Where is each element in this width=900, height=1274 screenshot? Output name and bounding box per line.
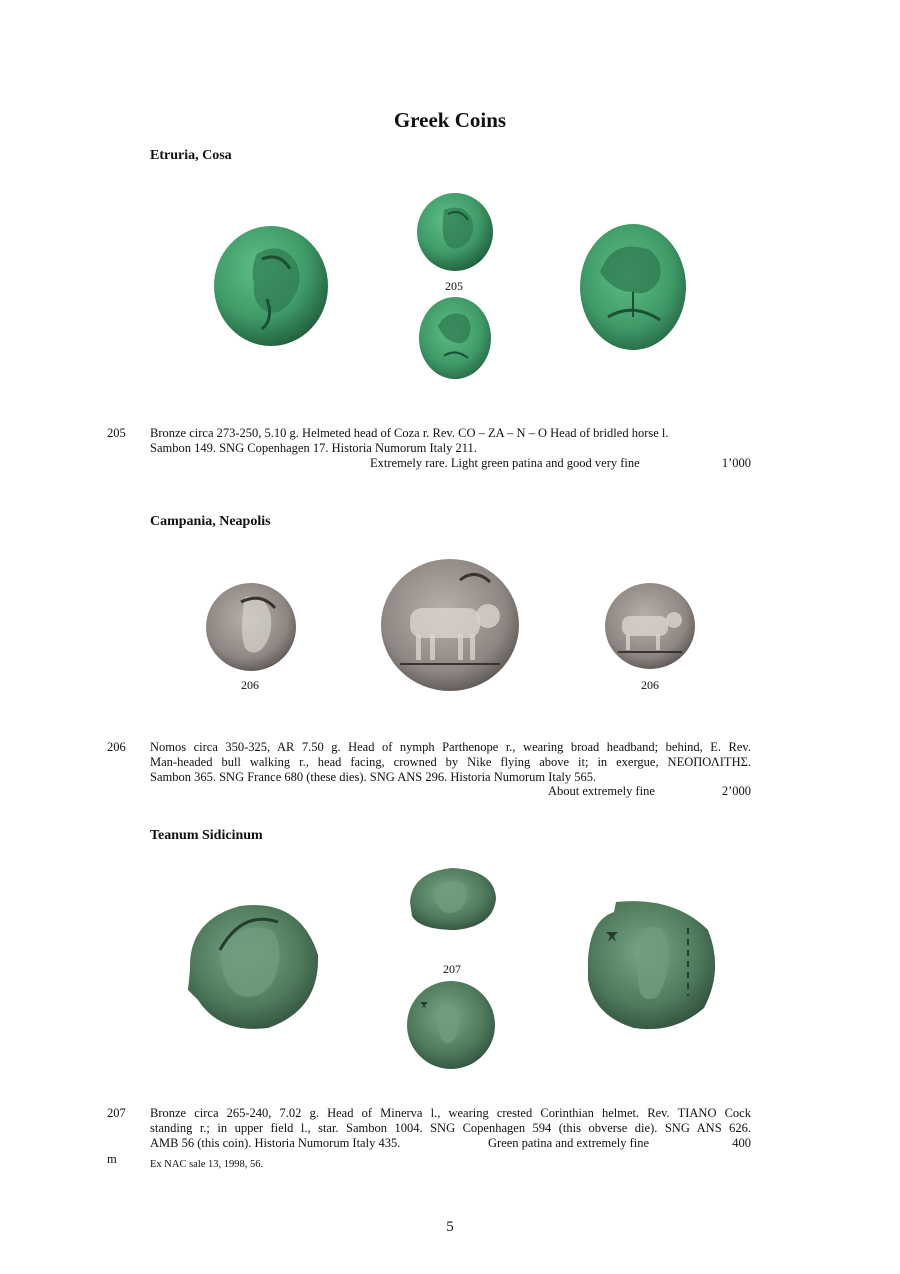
lot-207-estimate: 400 [732, 1136, 751, 1150]
lot-205-verdict: Extremely rare. Light green patina and good very fine [370, 456, 640, 470]
lot-number-207: 207 [107, 1106, 126, 1120]
lot-207-line-2: standing r.; in upper field l., star. Sambon 1004. SNG Copenhagen 594 (this obverse die). SNG ANS 626. [150, 1121, 751, 1135]
margin-marker: m [107, 1152, 117, 1166]
lot-207-line-1: Bronze circa 265-240, 7.02 g. Head of Minerva l., wearing crested Corinthian helmet. Rev. TIANO Cock [150, 1106, 751, 1120]
lot-206-line-1: Nomos circa 350-325, AR 7.50 g. Head of nymph Parthenope r., wearing broad headband; behind, E. Rev. [150, 740, 751, 754]
page-title: Greek Coins [393, 108, 507, 132]
coin-image-205-reverse-large [578, 222, 688, 352]
figure-label-206-right: 206 [641, 678, 659, 692]
coin-image-207-obverse-large [180, 900, 322, 1034]
coin-image-206-reverse-small [604, 582, 696, 670]
coin-image-205-obverse-small [416, 192, 494, 272]
lot-207-provenance: Ex NAC sale 13, 1998, 56. [150, 1159, 264, 1170]
coin-image-207-reverse-small [406, 980, 496, 1070]
lot-206-line-3: Sambon 365. SNG France 680 (these dies). SNG ANS 296. Historia Numorum Italy 565. [150, 770, 597, 784]
lot-number-205: 205 [107, 426, 126, 440]
lot-description-206 [150, 740, 751, 785]
coin-image-207-reverse-large [584, 900, 720, 1032]
lot-205-line-1: Bronze circa 273-250, 5.10 g. Helmeted head of Coza r. Rev. CO – ZA – N – O Head of bridled horse l. [150, 426, 669, 440]
lot-206-estimate: 2’000 [721, 784, 751, 798]
lot-205-line-2: Sambon 149. SNG Copenhagen 17. Historia Numorum Italy 211. [150, 441, 477, 455]
lot-206-line-2: Man-headed bull walking r., head facing, crowned by Nike flying above it; in exergue, ΝΕΟΠΟΛΙΤΗΣ. [150, 755, 751, 769]
section-title-campania-neapolis: Campania, Neapolis [150, 514, 271, 529]
lot-description-207 [150, 1106, 751, 1151]
lot-207-line-3: AMB 56 (this coin). Historia Numorum Italy 435. [150, 1136, 401, 1150]
coin-image-206-reverse-large [380, 558, 520, 692]
lot-207-verdict: Green patina and extremely fine [488, 1136, 650, 1150]
lot-206-verdict: About extremely fine [548, 784, 655, 798]
figure-label-205: 205 [445, 279, 463, 293]
lot-205-estimate: 1’000 [721, 456, 751, 470]
coin-image-205-obverse-large [212, 224, 330, 348]
section-title-etruria-cosa: Etruria, Cosa [150, 148, 232, 163]
section-title-teanum-sidicinum: Teanum Sidicinum [150, 828, 263, 843]
coin-image-207-obverse-small [406, 866, 498, 932]
coin-image-205-reverse-small [418, 296, 492, 380]
lot-description-205 [150, 426, 751, 456]
figure-label-206-left: 206 [241, 678, 259, 692]
lot-number-206: 206 [107, 740, 126, 754]
coin-image-206-obverse [205, 582, 297, 672]
page-number: 5 [446, 1219, 454, 1235]
figure-label-207: 207 [443, 962, 461, 976]
